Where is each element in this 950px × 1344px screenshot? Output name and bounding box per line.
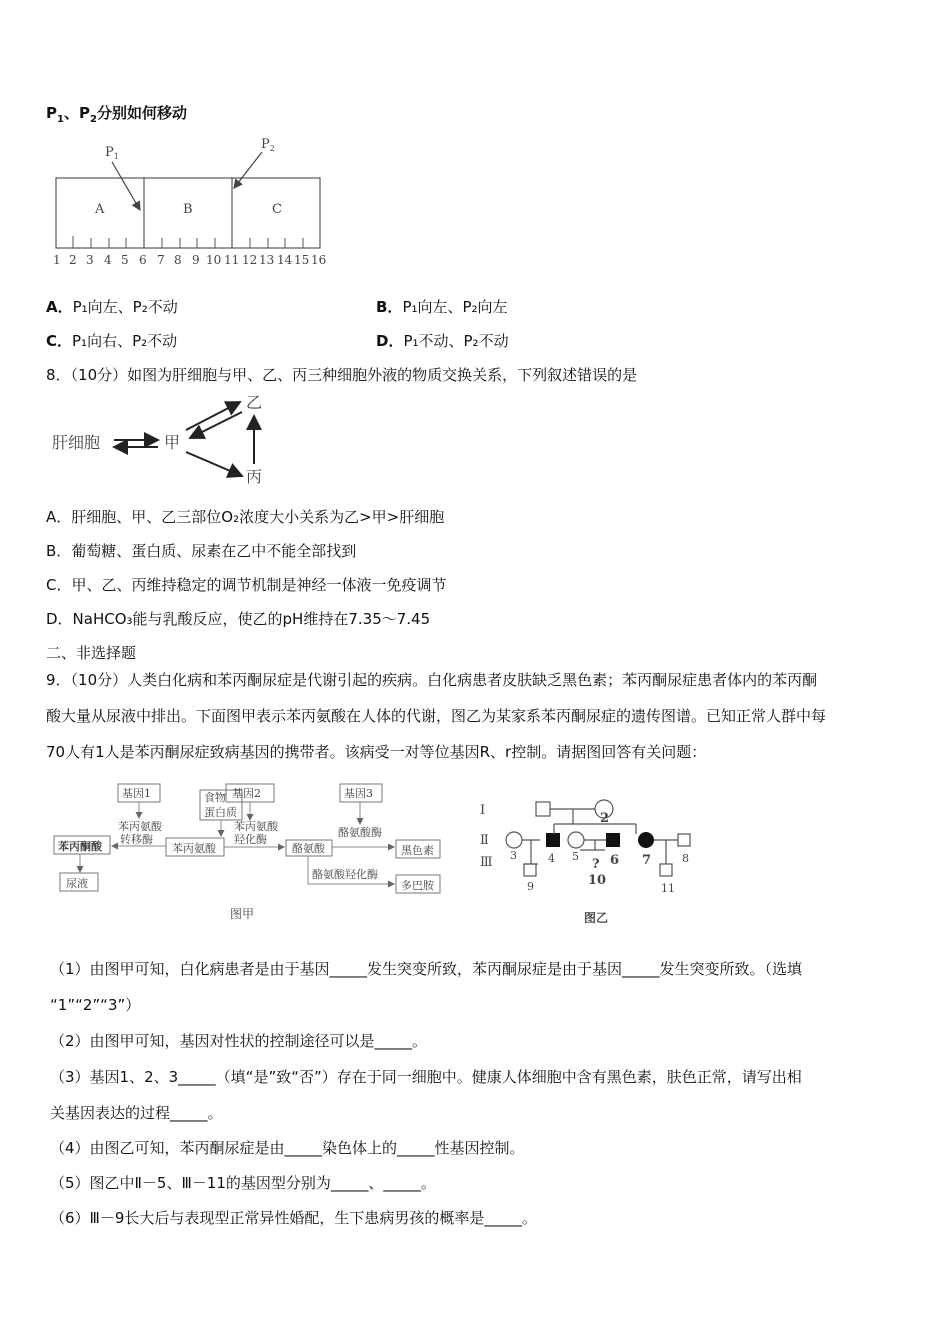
svg-text:基因1: 基因1 [122, 787, 151, 800]
q9-sub5: （5）图乙中Ⅱ－5、Ⅲ－11的基因型分别为_____、_____。 [50, 1174, 436, 1192]
svg-text:图甲: 图甲 [230, 907, 255, 921]
svg-text:苯丙酮酸: 苯丙酮酸 [58, 840, 102, 853]
svg-text:酪氨酸羟化酶: 酪氨酸羟化酶 [312, 868, 378, 881]
svg-text:5: 5 [121, 253, 129, 267]
svg-text:羟化酶: 羟化酶 [234, 833, 267, 846]
q9-sub1-line2: “1”“2”“3”） [50, 996, 141, 1014]
svg-text:4: 4 [548, 852, 555, 865]
svg-text:6: 6 [610, 853, 620, 868]
svg-text:?: ? [592, 857, 600, 872]
q9-sub3-line1: （3）基因1、2、3_____（填“是”致“否”）存在于同一细胞中。健康人体细胞中含有黑色素，肤色正常，请写出相 [50, 1068, 802, 1086]
svg-text:16: 16 [311, 253, 327, 267]
svg-text:2: 2 [600, 811, 610, 826]
q8-option-c[interactable]: C．甲、乙、丙维持稳定的调节机制是神经一体液一免疫调节 [46, 576, 447, 594]
svg-text:14: 14 [277, 253, 293, 267]
q7-option-c[interactable]: C．P₁向右、P₂不动 [46, 332, 178, 350]
q8-option-b[interactable]: B．葡萄糖、蛋白质、尿素在乙中不能全部找到 [46, 542, 357, 560]
svg-text:9: 9 [192, 253, 200, 267]
section-title: 二、非选择题 [46, 644, 137, 662]
svg-text:9: 9 [527, 880, 534, 893]
rheostat-figure [50, 136, 340, 270]
pointer-p1-arrow [112, 162, 140, 210]
q7-option-a[interactable]: A．P₁向左、P₂不动 [46, 298, 178, 316]
scale-numbers [53, 253, 326, 267]
q8-option-d[interactable]: D．NaHCO₃能与乳酸反应，使乙的pH维持在7.35～7.45 [46, 610, 431, 628]
svg-text:食物: 食物 [204, 791, 226, 804]
svg-text:8: 8 [682, 852, 689, 865]
svg-text:基因2: 基因2 [232, 787, 261, 800]
q9-sub1-line1: （1）由图甲可知，白化病患者是由于基因_____发生突变所致，苯丙酮尿症是由于基因_____发生突变所致。（选填 [50, 960, 803, 978]
svg-text:3: 3 [510, 849, 517, 862]
svg-text:Ⅲ: Ⅲ [480, 855, 493, 870]
q9-stem-line1: 9．（10分）人类白化病和苯丙酮尿症是代谢引起的疾病。白化病患者皮肤缺乏黑色素；苯丙酮尿症患者体内的苯丙酮 [46, 671, 818, 689]
q9-sub4: （4）由图乙可知，苯丙酮尿症是由_____染色体上的_____性基因控制。 [50, 1139, 525, 1157]
svg-text:基因3: 基因3 [344, 787, 373, 800]
pointer-p1-label: $P_1$ [105, 145, 119, 161]
svg-text:黑色素: 黑色素 [401, 844, 434, 857]
q7-option-d[interactable]: D．P₁不动、P₂不动 [376, 332, 509, 350]
jia-label: 甲 [164, 433, 181, 452]
svg-text:苯丙氨酸: 苯丙氨酸 [172, 842, 216, 855]
svg-text:酪氨酸: 酪氨酸 [292, 842, 325, 855]
svg-text:尿液: 尿液 [66, 877, 88, 890]
svg-text:10: 10 [206, 253, 222, 267]
q9-stem-line3: 70人有1人是苯丙酮尿症致病基因的携带者。该病受一对等位基因R、r控制。请据图回答有关问题： [46, 743, 707, 761]
svg-text:Ⅱ: Ⅱ [480, 833, 489, 848]
svg-text:11: 11 [224, 253, 240, 267]
svg-text:10: 10 [588, 873, 607, 888]
pedigree-figure [470, 780, 710, 930]
section-b-label: B [183, 202, 193, 217]
exchange-figure [50, 390, 290, 490]
svg-text:转移酶: 转移酶 [120, 833, 153, 846]
yi-label: 乙 [246, 393, 263, 412]
svg-text:11: 11 [661, 882, 675, 895]
bing-label: 丙 [246, 467, 263, 486]
svg-text:8: 8 [174, 253, 182, 267]
svg-text:5: 5 [572, 850, 579, 863]
svg-text:3: 3 [86, 253, 94, 267]
svg-text:1: 1 [53, 253, 61, 267]
q8-stem: 8．（10分）如图为肝细胞与甲、乙、丙三种细胞外液的物质交换关系，下列叙述错误的是 [46, 366, 638, 384]
svg-text:苯丙氨酸: 苯丙氨酸 [118, 820, 162, 833]
svg-text:图乙: 图乙 [584, 911, 609, 925]
svg-text:6: 6 [139, 253, 147, 267]
svg-text:4: 4 [104, 253, 112, 267]
svg-text:15: 15 [294, 253, 310, 267]
pointer-p2-label: $P_2$ [261, 137, 275, 153]
q9-sub3-line2: 关基因表达的过程_____。 [50, 1104, 223, 1122]
q7-stem: $P_1$、$P_2$分别如何移动 [46, 104, 187, 125]
svg-text:12: 12 [242, 253, 258, 267]
q7-option-b[interactable]: B．P₁向左、P₂向左 [376, 298, 508, 316]
section-c-label: C [272, 202, 282, 217]
svg-text:苯丙氨酸: 苯丙氨酸 [234, 820, 278, 833]
svg-text:酪氨酸酶: 酪氨酸酶 [338, 826, 382, 839]
svg-text:Ⅰ: Ⅰ [480, 803, 486, 818]
q9-sub6: （6）Ⅲ－9长大后与表现型正常异性婚配，生下患病男孩的概率是_____。 [50, 1209, 537, 1227]
section-a-label: A [95, 202, 105, 217]
svg-text:7: 7 [157, 253, 165, 267]
svg-text:2: 2 [69, 253, 77, 267]
q9-sub2: （2）由图甲可知，基因对性状的控制途径可以是_____。 [50, 1032, 428, 1050]
q9-stem-line2: 酸大量从尿液中排出。下面图甲表示苯丙氨酸在人体的代谢，图乙为某家系苯丙酮尿症的遗传图谱。已知正常人群中每 [46, 707, 827, 725]
pointer-p2-arrow [234, 152, 262, 188]
svg-text:13: 13 [259, 253, 275, 267]
metabolism-figure [50, 780, 450, 930]
q8-option-a[interactable]: A．肝细胞、甲、乙三部位O₂浓度大小关系为乙>甲>肝细胞 [46, 508, 445, 526]
svg-text:多巴胺: 多巴胺 [401, 879, 434, 892]
svg-text:蛋白质: 蛋白质 [204, 806, 237, 819]
liver-cell-label: 肝细胞 [52, 433, 101, 452]
svg-text:7: 7 [642, 853, 652, 868]
